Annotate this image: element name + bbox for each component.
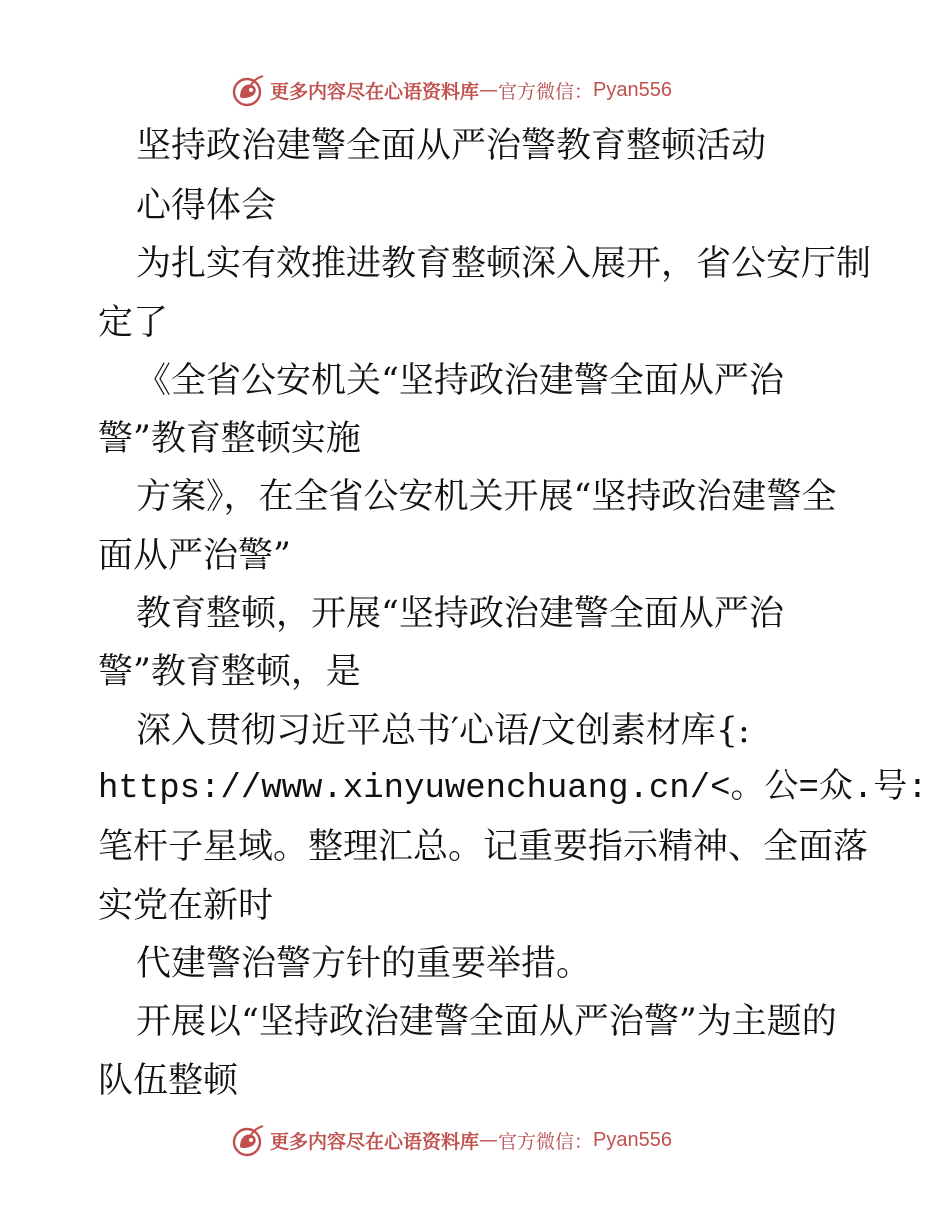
- mouse-logo-icon: [232, 1123, 266, 1157]
- body-line: 方案》，在全省公安机关开展“坚持政治建警全: [136, 477, 837, 517]
- body-line: 实党在新时: [98, 886, 274, 926]
- body-line: 队伍整顿: [98, 1061, 239, 1101]
- body-line: 笔杆子星域。整理汇总。记重要指示精神、全面落: [98, 827, 869, 867]
- body-line: 开展以“坚持政治建警全面从严治警”为主题的: [136, 1002, 837, 1042]
- body-line: 为扎实有效推进教育整顿深入展开，省公安厅制: [136, 244, 872, 284]
- banner-wechat-id: Pyan556: [593, 1128, 672, 1151]
- body-line: 代建警治警方针的重要举措。: [136, 944, 592, 984]
- footer-banner: [232, 1120, 712, 1160]
- mouse-logo-icon: [232, 73, 266, 107]
- body-line: 深入贯彻习近平总书′心语/文创素材库{:: [136, 711, 750, 751]
- banner-dash: —: [479, 79, 499, 101]
- banner-wechat-label: 官方微信：: [498, 80, 594, 103]
- banner-wechat-id: Pyan556: [593, 78, 672, 101]
- header-banner: [232, 70, 712, 110]
- body-line: 面从严治警”: [98, 536, 291, 576]
- document-subtitle: 心得体会: [136, 186, 277, 226]
- body-line: 警”教育整顿，是: [98, 652, 361, 692]
- document-title: 坚持政治建警全面从严治警教育整顿活动: [136, 126, 767, 166]
- body-line: 教育整顿，开展“坚持政治建警全面从严治: [136, 594, 784, 634]
- banner-promo-text: 更多内容尽在心语资料库: [270, 1130, 480, 1153]
- body-line-url: https://www.xinyuwenchuang.cn/<。公=众.号:: [98, 770, 928, 808]
- banner-promo-text: 更多内容尽在心语资料库: [270, 80, 480, 103]
- banner-wechat-label: 官方微信：: [498, 1130, 594, 1153]
- body-line: 《全省公安机关“坚持政治建警全面从严治: [136, 361, 784, 401]
- banner-dash: —: [479, 1129, 499, 1151]
- body-line: 警”教育整顿实施: [98, 419, 361, 459]
- body-line: 定了: [98, 303, 169, 343]
